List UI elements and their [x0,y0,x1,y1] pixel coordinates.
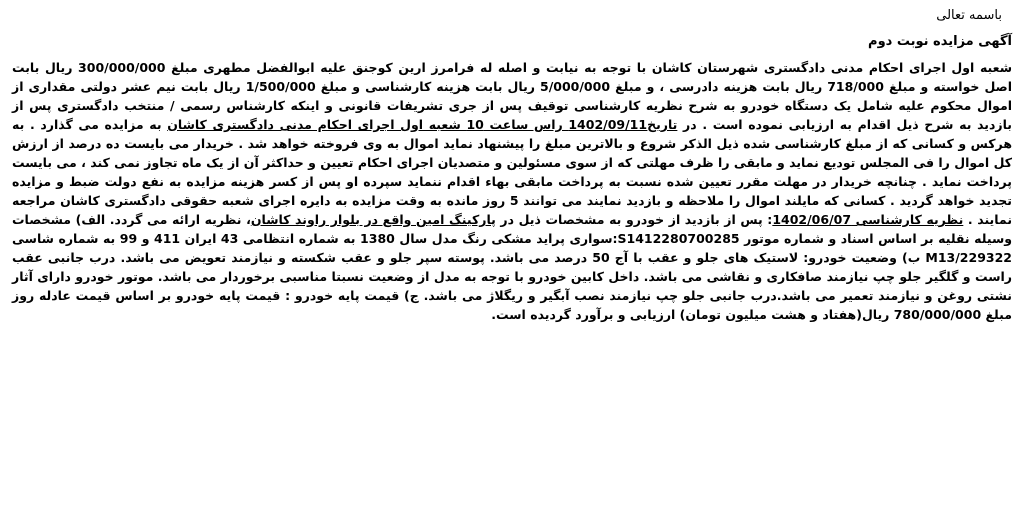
auction-datetime: تاریخ1402/09/11 راس ساعت 10 شعبه اول اجرای احکام مدنی دادگستری کاشان [167,117,678,132]
body-text-part-3: : پس از بازدید از خودرو به مشخصات ذیل در [495,212,773,227]
notice-title: آگهی مزایده نوبت دوم [868,34,1012,49]
body-text-part-1: شعبه اول اجرای احکام مدنی دادگستری شهرستان کاشان با توجه به نیابت و اصله له فرامرز ارین کوجنق علیه ابوالفضل مطهری مبلغ 300/000/000 ریال بابت اصل خواسته و مبلغ 718/000 ریال بابت هزینه دادرسی ، و مبلغ 5/000/000 ریال بابت هزینه کارشناسی و مبلغ 1/500/000 ریال بابت نیم عشر دولتی مقداری از اموال محکوم علیه شامل یک دستگاه خودرو به شرح نظریه کارشناسی توقیف پس از جری تشریفات قانونی و اینکه کارشناس رسمی / منتخب دادگستری پس از بازدید به شرح ذیل اقدام به ارزیابی نموده است . در [12,60,1013,132]
expert-report-date: نظریه کارشناسی 1402/06/07 [772,212,964,227]
vehicle-location: پارکینگ امین واقع در بلوار راوند کاشان [250,212,496,227]
notice-body [12,58,1012,324]
body-text-part-4: ، نظریه ارائه می گردد. الف) مشخصات وسیله نقلیه بر اساس اسناد و شماره موتور S1412280700285:سواری پراید مشکی رنگ مدل سال 1380 به شماره انتظامی 43 ایران 411 و 99 به شماره شاسی M13/229322 ب) وضعیت خودرو: لاستیک های جلو و عقب با آج 50 درصد می باشد. پوسته سپر جلو و عقب شکسته و نیازمند تعویض می باشد. درب جانبی عقب راست و گلگیر جلو چپ نیازمند صافکاری و نقاشی می باشد. داخل کابین خودرو با توجه به مدل از وضعیت نسبتا مناسبی برخوردار می باشد. موتور خودرو دارای آثار نشتی روغن و نیازمند تعمیر می باشد.درب جانبی جلو چپ نیازمند نصب آبگیر و ریگلاژ می باشد. ج) قیمت پایه خودرو : قیمت پایه خودرو بر اساس قیمت عادله روز مبلغ 780/000/000 ریال(هفتاد و هشت میلیون تومان) ارزیابی و برآورد گردیده است. [12,212,1013,322]
salutation-heading: باسمه تعالی [936,8,1002,23]
body-text-part-2: به مزایده می گذارد . به هرکس و کسانی که از مبلغ کارشناسی شده ذیل الذکر شروع و بالاترین مبلغ را پیشنهاد نماید اموال به وی فروخته خواهد شد . خریدار می بایست ده درصد از ارزش کل اموال را فی المجلس تودیع نماید و مابقی را ظرف مهلتی که از سوی مسئولین و متصدیان اجرای احکام تعیین و حداکثر آن از یک ماه تجاوز نمی کند ، می بایست پرداخت نماید . چنانچه خریدار در مهلت مقرر تعیین شده نسبت به پرداخت مابقی بهاء اقدام ننماید سپرده او پس از کسر هزینه مزایده به نفع دولت ضبط و مزایده تجدید خواهد گردید . کسانی که مایلند اموال را ملاحظه و بازدید نمایند می توانند 5 روز مانده به وقت مزایده به دایره اجرای شعبه حقوقی دادگستری کاشان مراجعه نمایند . [12,117,1013,227]
